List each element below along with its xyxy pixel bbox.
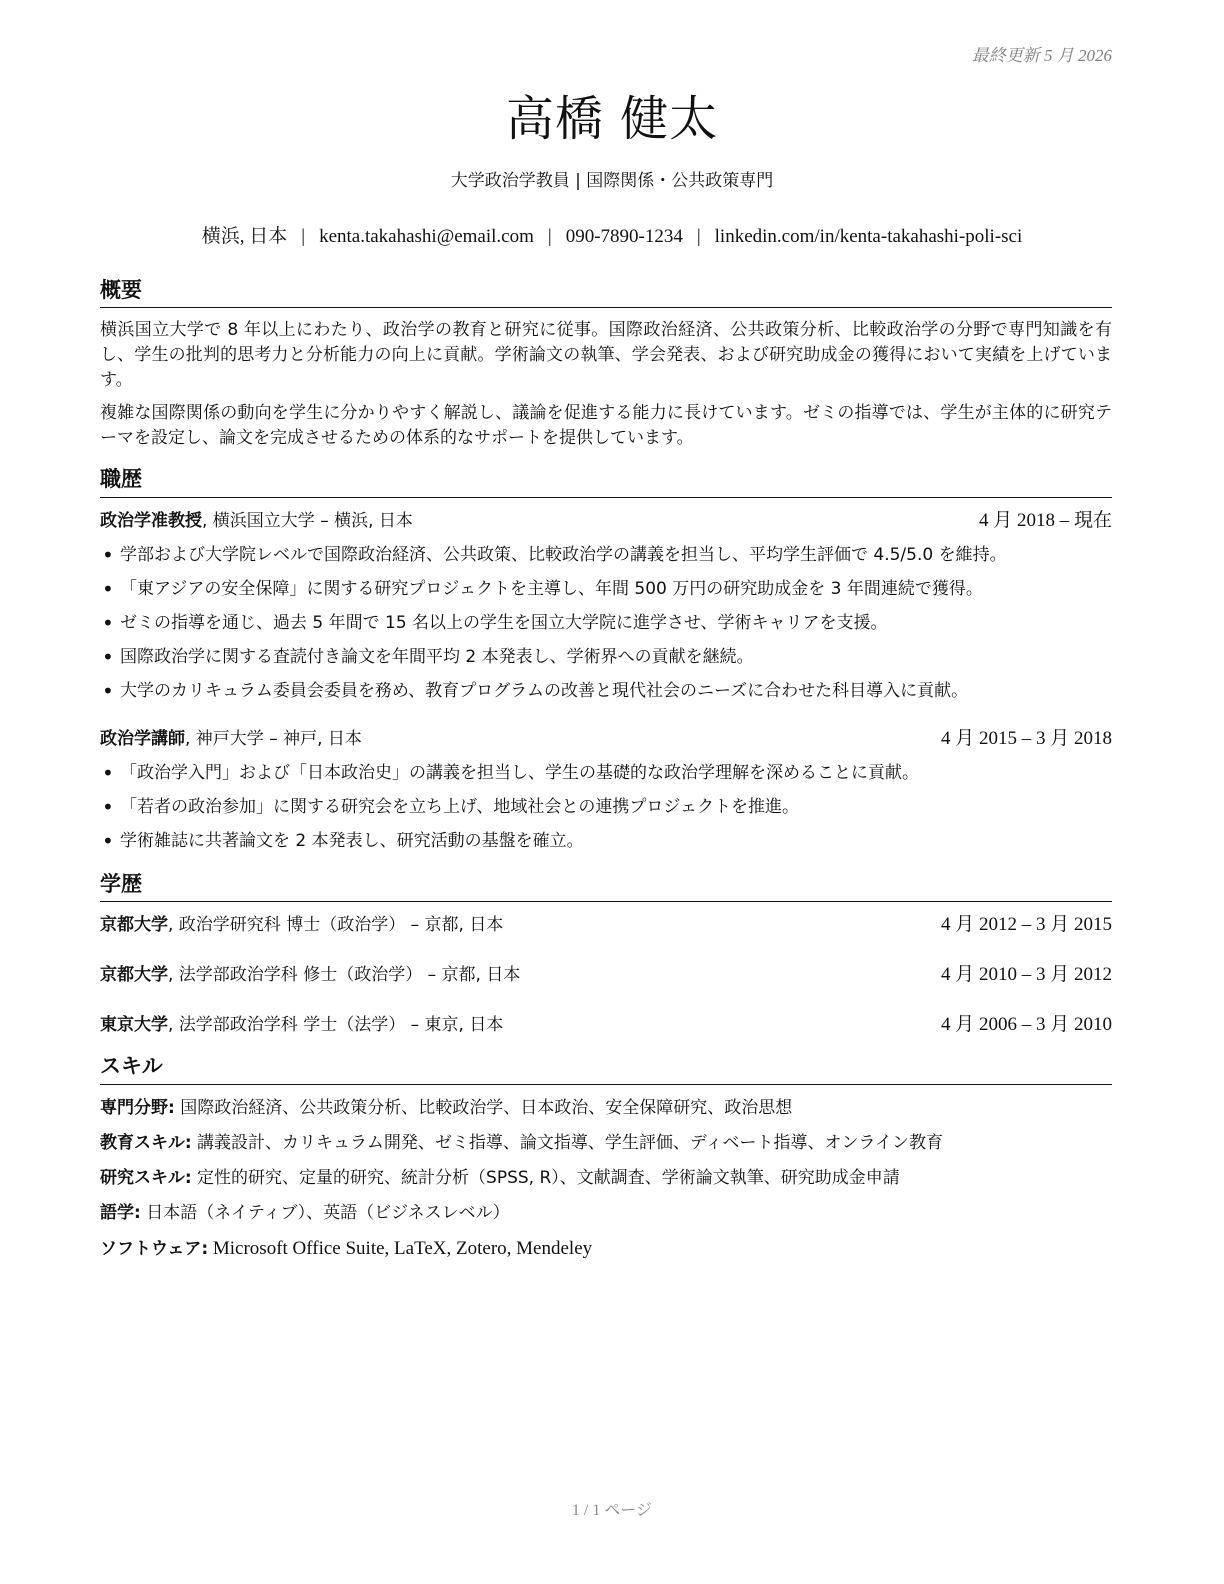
degree-detail: , 政治学研究科 博士（政治学） – 京都, 日本 bbox=[168, 915, 504, 936]
job-bullets bbox=[100, 756, 1112, 858]
section-title-education: 学歴 bbox=[100, 870, 1112, 902]
list-item: • ゼミの指導を通じ、過去 5 年間で 15 名以上の学生を国立大学院に進学させ、学術キャリアを支援。 bbox=[100, 606, 1112, 640]
separator: | bbox=[301, 226, 306, 247]
job-entry bbox=[100, 508, 1112, 708]
job-date: 4 月 2015 – 3 月 2018 bbox=[940, 727, 1112, 749]
list-item: • 「政治学入門」および「日本政治史」の講義を担当し、学生の基礎的な政治学理解を深めることに貢献。 bbox=[100, 756, 1112, 790]
summary-paragraph: 複雑な国際関係の動向を学生に分かりやすく解説し、議論を促進する能力に長けています。ゼミの指導では、学生が主体的に研究テーマを設定し、論文を完成させるための体系的なサポートを提供しています。 bbox=[100, 403, 1112, 449]
job-header bbox=[100, 726, 1112, 752]
skill-value: 定性的研究、定量的研究、統計分析（SPSS, R）、文献調査、学術論文執筆、研究助成金申請 bbox=[191, 1167, 900, 1188]
contact-location: 横浜, 日本 bbox=[201, 226, 288, 247]
school-name: 京都大学 bbox=[100, 915, 168, 936]
education-date: 4 月 2012 – 3 月 2015 bbox=[940, 914, 1112, 936]
skills-row bbox=[100, 1126, 1112, 1161]
contact-email[interactable]: kenta.takahashi@email.com bbox=[319, 226, 534, 247]
skills-row bbox=[100, 1161, 1112, 1196]
section-title-skills: スキル bbox=[100, 1052, 1112, 1084]
summary-paragraph: 横浜国立大学で 8 年以上にわたり、政治学の教育と研究に従事。国際政治経済、公共政策分析、比較政治学の分野で専門知識を有し、学生の批判的思考力と分析能力の向上に貢献。学術論文の執筆、学会発表、および研究助成金の獲得において実績を上げています。 bbox=[100, 320, 1112, 391]
education-row bbox=[100, 962, 1112, 988]
school-name: 京都大学 bbox=[100, 965, 168, 986]
job-bullets bbox=[100, 538, 1112, 708]
resume-content bbox=[100, 276, 1112, 1267]
list-item: • 「若者の政治参加」に関する研究会を立ち上げ、地域社会との連携プロジェクトを推進。 bbox=[100, 790, 1112, 824]
education-date: 4 月 2006 – 3 月 2010 bbox=[940, 1014, 1112, 1036]
list-item: • 学術雑誌に共著論文を 2 本発表し、研究活動の基盤を確立。 bbox=[100, 824, 1112, 858]
skills-row bbox=[100, 1231, 1112, 1267]
separator: | bbox=[547, 226, 552, 247]
list-item: • 大学のカリキュラム委員会委員を務め、教育プログラムの改善と現代社会のニーズに合わせた科目導入に貢献。 bbox=[100, 674, 1112, 708]
skills-row bbox=[100, 1196, 1112, 1231]
skill-label: 教育スキル: bbox=[100, 1132, 192, 1153]
skill-label: ソフトウェア: bbox=[100, 1238, 209, 1259]
contact-line bbox=[0, 224, 1224, 251]
job-role: 政治学准教授 bbox=[100, 510, 202, 531]
job-header bbox=[100, 508, 1112, 534]
list-item: • 学部および大学院レベルで国際政治経済、公共政策、比較政治学の講義を担当し、平均学生評価で 4.5/5.0 を維持。 bbox=[100, 538, 1112, 572]
skill-value: 講義設計、カリキュラム開発、ゼミ指導、論文指導、学生評価、ディベート指導、オンライン教育 bbox=[191, 1132, 944, 1153]
separator: | bbox=[696, 226, 701, 247]
school-name: 東京大学 bbox=[100, 1015, 168, 1036]
list-item: • 「東アジアの安全保障」に関する研究プロジェクトを主導し、年間 500 万円の研究助成金を 3 年間連続で獲得。 bbox=[100, 572, 1112, 606]
skill-label: 研究スキル: bbox=[100, 1167, 192, 1188]
education-row bbox=[100, 912, 1112, 938]
degree-detail: , 法学部政治学科 学士（法学） – 東京, 日本 bbox=[168, 1015, 504, 1036]
page-number: 1 / 1 ページ bbox=[571, 1502, 653, 1519]
job-entry bbox=[100, 726, 1112, 858]
skills-row bbox=[100, 1091, 1112, 1126]
education-row bbox=[100, 1012, 1112, 1038]
contact-phone: 090-7890-1234 bbox=[565, 226, 683, 247]
skill-label: 専門分野: bbox=[100, 1097, 175, 1118]
education-date: 4 月 2010 – 3 月 2012 bbox=[940, 964, 1112, 986]
tagline: 大学政治学教員 | 国際関係・公共政策専門 bbox=[450, 171, 774, 191]
job-role: 政治学講師 bbox=[100, 728, 185, 749]
contact-linkedin[interactable]: linkedin.com/in/kenta-takahashi-poli-sci bbox=[714, 226, 1023, 247]
job-org: , 横浜国立大学 – 横浜, 日本 bbox=[202, 510, 413, 531]
skill-value: Microsoft Office Suite, LaTeX, Zotero, Mendeley bbox=[208, 1237, 593, 1259]
section-title-summary: 概要 bbox=[100, 276, 1112, 308]
person-name: 高橋 健太 bbox=[505, 91, 719, 147]
section-title-experience: 職歴 bbox=[100, 465, 1112, 497]
skill-value: 国際政治経済、公共政策分析、比較政治学、日本政治、安全保障研究、政治思想 bbox=[174, 1097, 793, 1118]
list-item: • 国際政治学に関する査読付き論文を年間平均 2 本発表し、学術界への貢献を継続。 bbox=[100, 640, 1112, 674]
job-date: 4 月 2018 – 現在 bbox=[978, 509, 1112, 531]
skill-label: 語学: bbox=[100, 1202, 141, 1223]
last-updated: 最終更新 5 月 2026 bbox=[971, 46, 1112, 65]
degree-detail: , 法学部政治学科 修士（政治学） – 京都, 日本 bbox=[168, 965, 521, 986]
job-org: , 神戸大学 – 神戸, 日本 bbox=[185, 728, 362, 749]
skill-value: 日本語（ネイティブ）、英語（ビジネスレベル） bbox=[140, 1202, 510, 1223]
